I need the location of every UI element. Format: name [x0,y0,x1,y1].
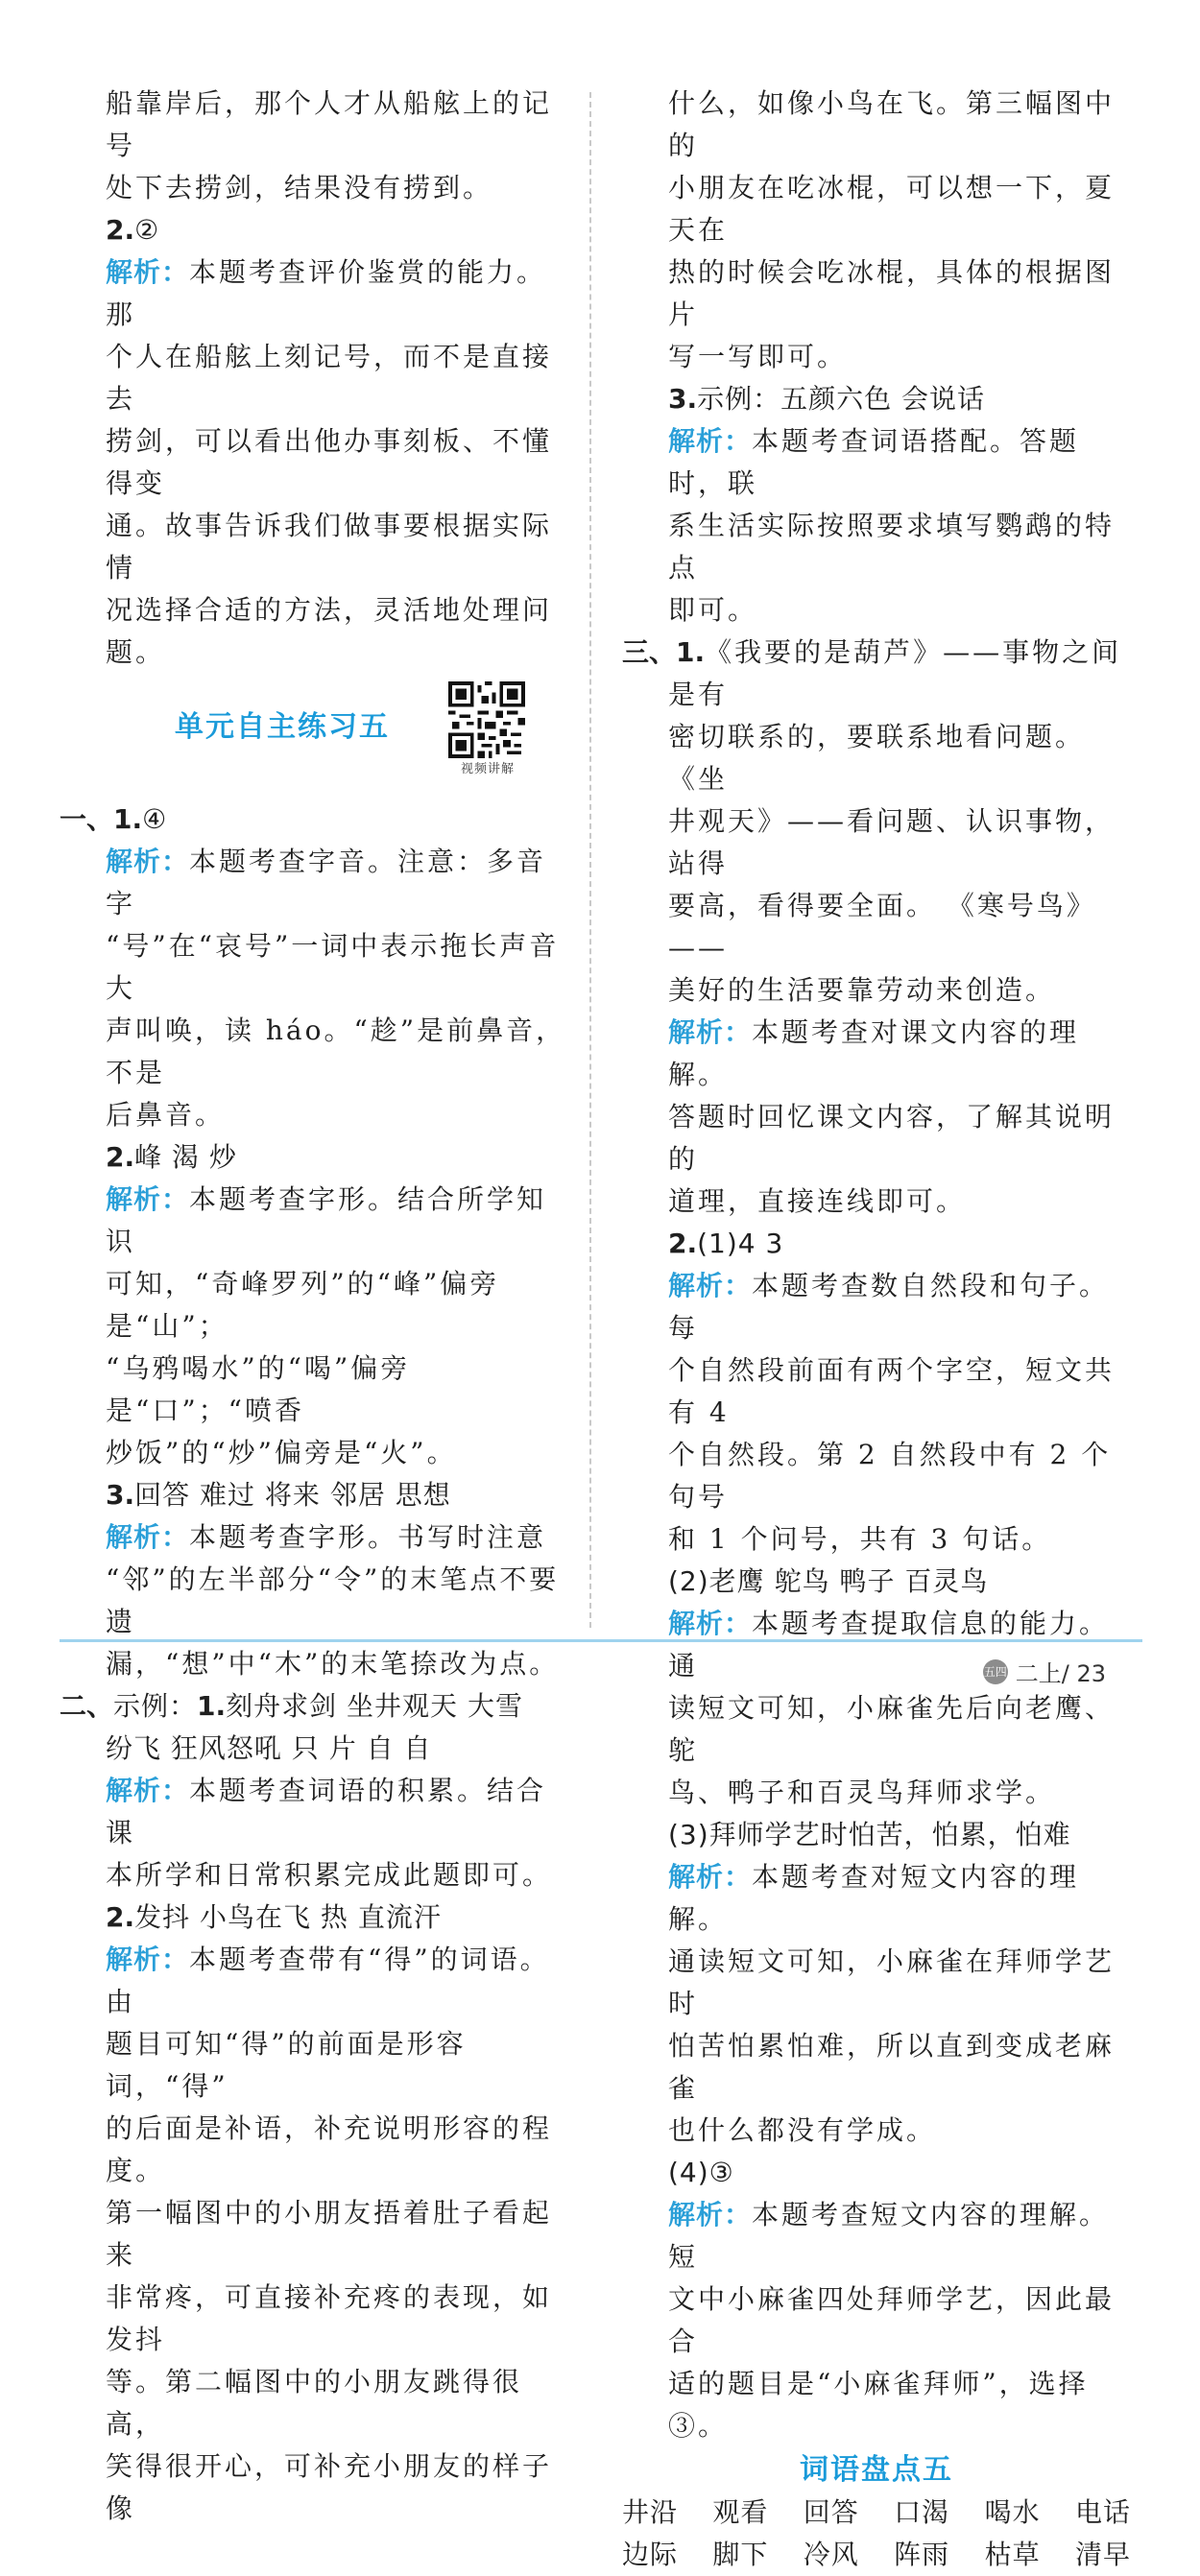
text-line: “邻”的左半部分“令”的末笔点不要遗 [106,1563,560,1637]
analysis: 解析：本题考查带有“得”的词语。由 [106,1944,550,2017]
page-number: 二上/ 23 [1015,1660,1106,1687]
word-item: 边际 [622,2539,679,2570]
text-line: 声叫唤，读 háo。“趁”是前鼻音，不是 [106,1014,566,1088]
text-line: 的后面是补语，补充说明形容的程度。 [106,2112,553,2186]
section-2-question-2: 2.发抖 小鸟在飞 热 直流汗 [106,1901,442,1933]
text-line: 个自然段前面有两个字空，短文共有 4 [668,1354,1116,1428]
analysis: 解析：本题考查字形。书写时注意 [106,1521,547,1553]
analysis: 解析：本题考查短文内容的理解。短 [668,2199,1110,2273]
text-line: 密切联系的，要联系地看问题。 《坐 [668,721,1086,795]
word-item: 脚下 [712,2539,769,2570]
question-2: 2.② [106,214,160,246]
unit-title: 单元自主练习五 [175,710,390,744]
section-3-question-2: 2.(1)4 3 [668,1228,784,1259]
analysis: 解析：本题考查提取信息的能力。通 [668,1608,1110,1682]
word-list-row-2 [622,2534,1131,2576]
text-line: 美好的生活要靠劳动来创造。 [668,974,1056,1006]
answer-part-4: (4)③ [668,2157,734,2188]
word-item: 观看 [712,2496,769,2528]
answer-part-2: (2)老鹰 鸵鸟 鸭子 百灵鸟 [668,1565,989,1597]
text-line: 后鼻音。 [106,1099,226,1131]
text-line: 文中小麻雀四处拜师学艺，因此最合 [668,2283,1116,2357]
text-line: 什么，如像小鸟在飞。第三幅图中的 [668,87,1116,161]
section-2-question-1: 二、示例：1.刻舟求剑 坐井观天 大雪 [60,1690,523,1722]
text-line: 和 1 个问号，共有 3 句话。 [668,1523,1052,1555]
unit-title-block [60,674,566,799]
text-line: “号”在“哀号”一词中表示拖长声音大 [106,930,560,1004]
analysis: 解析：本题考查字形。结合所学知识 [106,1183,547,1257]
text-line: 适的题目是“小麻雀拜师”，选择③。 [668,2368,1089,2442]
word-item: 井沿 [622,2496,679,2528]
word-item: 口渴 [894,2496,950,2528]
text-line: 写一写即可。 [668,341,848,372]
page-footer [983,1655,1106,1688]
word-item: 枯草 [984,2539,1041,2570]
text-line: 题目可知“得”的前面是形容词，“得” [106,2028,467,2102]
analysis: 解析：本题考查对课文内容的理解。 [668,1016,1080,1090]
analysis: 解析：本题考查词语搭配。答题时，联 [668,425,1080,499]
word-item: 喝水 [984,2496,1041,2528]
word-item: 清早 [1074,2539,1131,2570]
text-line: 处下去捞剑，结果没有捞到。 [106,172,493,203]
analysis: 解析：本题考查数自然段和句子。每 [668,1270,1110,1344]
text-line: 笑得很开心，可补充小朋友的样子像 [106,2450,553,2524]
text-line: 怕苦怕累怕难，所以直到变成老麻雀 [668,2030,1116,2104]
section-1-question-2: 2.峰 渴 炒 [106,1141,237,1173]
text-line: 井观天》——看问题、认识事物，站得 [668,805,1116,879]
text-line: 即可。 [668,594,758,626]
text-line: 捞剑，可以看出他办事刻板、不懂得变 [106,425,553,499]
text-line: 况选择合适的方法，灵活地处理问题。 [106,594,553,668]
right-column [622,83,1131,2576]
text-line: 可知，“奇峰罗列”的“峰”偏旁是“山”； [106,1268,500,1342]
text-line: 鸟、鸭子和百灵鸟拜师求学。 [668,1777,1056,1808]
text-line: “乌鸦喝水”的“喝”偏旁是“口”；“喷香 [106,1352,411,1426]
analysis: 解析：本题考查字音。注意：多音字 [106,846,547,919]
text-line: 答题时回忆课文内容，了解其说明的 [668,1101,1116,1175]
text-line: 通读短文可知，小麻雀在拜师学艺时 [668,1945,1116,2019]
text-line: 道理，直接连线即可。 [668,1185,967,1217]
analysis: 解析：本题考查对短文内容的理解。 [668,1861,1080,1935]
text-line: 炒饭”的“炒”偏旁是“火”。 [106,1437,457,1468]
text-line: 通。故事告诉我们做事要根据实际情 [106,510,553,584]
analysis: 解析：本题考查评价鉴赏的能力。那 [106,256,547,330]
column-divider [589,92,591,1628]
text-line: 读短文可知，小麻雀先后向老鹰、鸵 [668,1692,1116,1766]
question-3: 3.示例：五颜六色 会说话 [668,383,986,415]
footer-rule [60,1639,1142,1642]
answer-part-3: (3)拜师学艺时怕苦，怕累，怕难 [668,1819,1071,1850]
text-line: 等。第二幅图中的小朋友跳得很高， [106,2366,523,2440]
text-line: 本所学和日常积累完成此题即可。 [106,1859,553,1891]
word-list-row-1 [622,2492,1131,2534]
publisher-badge-icon: 五四 [983,1659,1008,1684]
section-3-question-1: 三、1.《我要的是葫芦》——事物之间是有 [622,636,1122,710]
text-line: 也什么都没有学成。 [668,2114,937,2146]
text-line: 要高，看得要全面。 《寒号鸟》—— [668,890,1096,964]
text-line: 个自然段。第 2 自然段中有 2 个句号 [668,1439,1112,1513]
text-line: 个人在船舷上刻记号，而不是直接去 [106,341,553,415]
text-line: 系生活实际按照要求填写鹦鹉的特点 [668,510,1116,584]
section-1-question-1: 一、1.④ [60,803,168,835]
qr-code-icon[interactable] [448,681,525,758]
words-review-title: 词语盘点五 [800,2453,953,2487]
qr-label: 视频讲解 [460,762,515,776]
word-item: 回答 [803,2496,859,2528]
word-item: 阵雨 [894,2539,950,2570]
text-line: 非常疼，可直接补充疼的表现，如发抖 [106,2281,553,2355]
text-line: 小朋友在吃冰棍，可以想一下，夏天在 [668,172,1116,246]
text-line: 纷飞 狂风怒吼 只 片 自 自 [106,1732,432,1764]
analysis: 解析：本题考查词语的积累。结合课 [106,1775,547,1849]
text-line: 船靠岸后，那个人才从船舷上的记号 [106,87,553,161]
text-line: 第一幅图中的小朋友捂着肚子看起来 [106,2197,553,2271]
word-item: 冷风 [803,2539,859,2570]
text-line: 漏，“想”中“木”的末笔捺改为点。 [106,1648,560,1680]
section-1-question-3: 3.回答 难过 将来 邻居 思想 [106,1479,451,1511]
text-line: 热的时候会吃冰棍，具体的根据图片 [668,256,1116,330]
left-column [60,83,566,2530]
word-item: 电话 [1074,2496,1131,2528]
